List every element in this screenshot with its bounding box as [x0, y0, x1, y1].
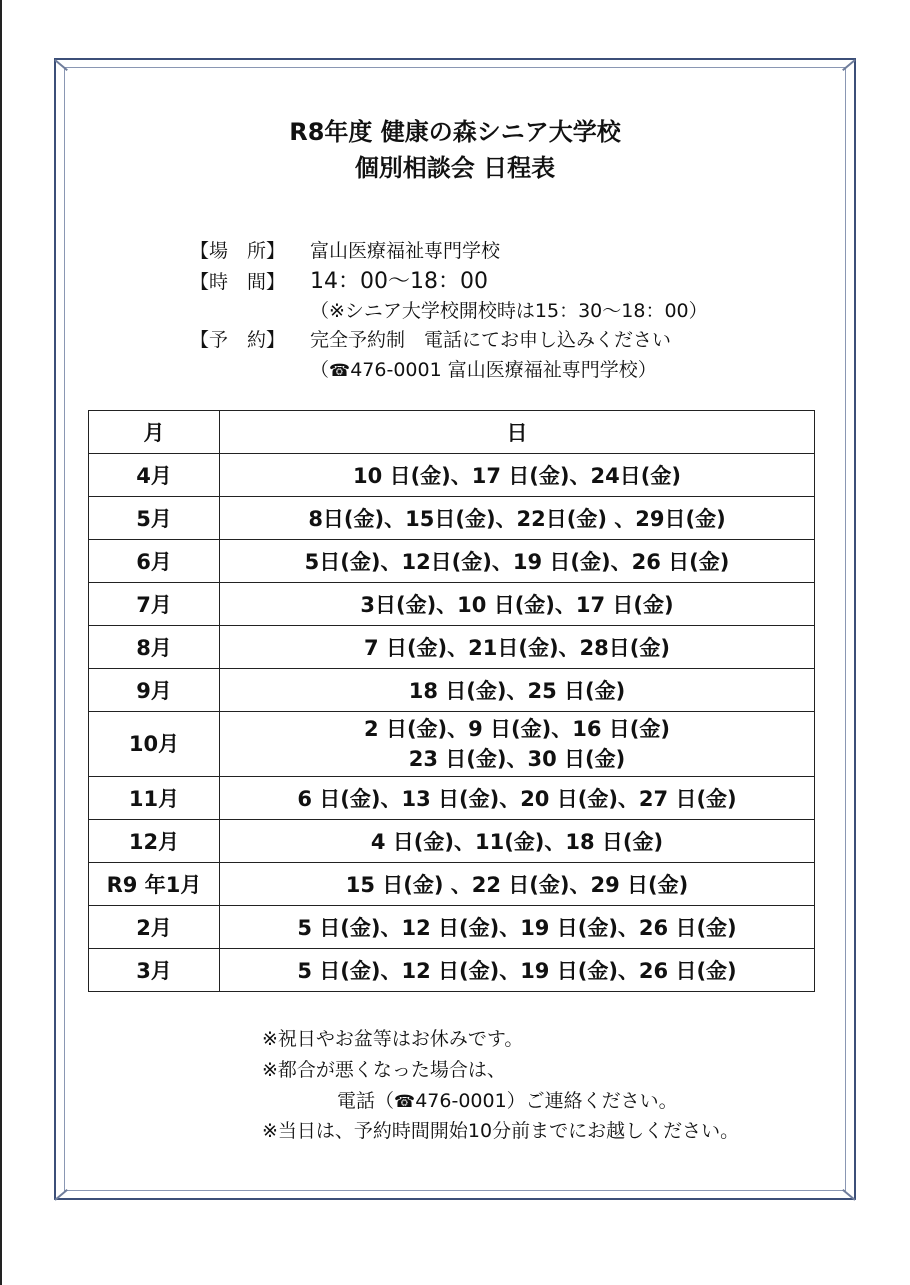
- table-row: [89, 497, 815, 540]
- page-edge-rule: [0, 0, 2, 1285]
- note-holidays: ※祝日やお盆等はお休みです。: [262, 1028, 524, 1050]
- time-value: 14：00～18：00: [310, 269, 488, 294]
- days-line-1: 2 日(金)、9 日(金)、16 日(金): [364, 717, 670, 741]
- note-phone: [337, 1086, 678, 1113]
- time-note: （※シニア大学校開校時は15：30～18：00）: [310, 300, 708, 322]
- place-label: 【場 所】: [190, 240, 286, 262]
- time-label: 【時 間】: [190, 271, 286, 293]
- days-cell: 5 日(金)、12 日(金)、19 日(金)、26 日(金): [220, 906, 815, 949]
- month-cell: R9 年1月: [89, 863, 220, 906]
- title-line-2: 個別相談会 日程表: [354, 154, 556, 182]
- table-row: [89, 540, 815, 583]
- days-cell: 5日(金)、12日(金)、19 日(金)、26 日(金): [220, 540, 815, 583]
- month-cell: 11月: [89, 777, 220, 820]
- header-day: 日: [220, 411, 815, 454]
- header-month: 月: [89, 411, 220, 454]
- info-time: [190, 264, 488, 295]
- month-cell: 8月: [89, 626, 220, 669]
- month-cell: 12月: [89, 820, 220, 863]
- title-line-1: R8年度 健康の森シニア大学校: [289, 118, 621, 146]
- month-cell: 7月: [89, 583, 220, 626]
- table-row: [89, 863, 815, 906]
- table-row: [89, 777, 815, 820]
- days-cell: 15 日(金) 、22 日(金)、29 日(金): [220, 863, 815, 906]
- days-line-2: 23 日(金)、30 日(金): [408, 747, 626, 771]
- month-cell: 3月: [89, 949, 220, 992]
- month-cell: 2月: [89, 906, 220, 949]
- days-cell: 4 日(金)、11(金)、18 日(金): [220, 820, 815, 863]
- note-arrival: ※当日は、予約時間開始10分前までにお越しください。: [262, 1120, 740, 1142]
- table-row: [89, 949, 815, 992]
- days-cell: 18 日(金)、25 日(金): [220, 669, 815, 712]
- note-cancel: ※都合が悪くなった場合は、: [262, 1059, 506, 1081]
- table-row: [89, 712, 815, 777]
- table-header-row: [89, 411, 815, 454]
- table-row: [89, 583, 815, 626]
- days-cell: 10 日(金)、17 日(金)、24日(金): [220, 454, 815, 497]
- place-value: 富山医療福祉専門学校: [310, 240, 501, 262]
- reserve-contact: [310, 355, 657, 382]
- phone-icon: ☎: [394, 1092, 416, 1112]
- reserve-label: 【予 約】: [190, 329, 286, 351]
- table-row: [89, 820, 815, 863]
- month-cell: 5月: [89, 497, 220, 540]
- phone-icon: ☎: [329, 361, 351, 381]
- info-place: [190, 236, 500, 263]
- days-cell: 6 日(金)、13 日(金)、20 日(金)、27 日(金): [220, 777, 815, 820]
- note-phone-suffix: 476-0001）ご連絡ください。: [415, 1090, 678, 1112]
- table-row: [89, 626, 815, 669]
- info-reserve: [190, 325, 671, 352]
- days-cell: [220, 712, 815, 777]
- days-cell: 7 日(金)、21日(金)、28日(金): [220, 626, 815, 669]
- reserve-contact-text: 476-0001 富山医療福祉専門学校）: [350, 359, 657, 381]
- table-row: [89, 906, 815, 949]
- month-cell: 10月: [89, 712, 220, 777]
- month-cell: 4月: [89, 454, 220, 497]
- note-phone-prefix: 電話（: [337, 1090, 395, 1112]
- table-row: [89, 669, 815, 712]
- days-cell: 5 日(金)、12 日(金)、19 日(金)、26 日(金): [220, 949, 815, 992]
- schedule-table: [88, 410, 815, 992]
- days-cell: 3日(金)、10 日(金)、17 日(金): [220, 583, 815, 626]
- reserve-value: 完全予約制 電話にてお申し込みください: [310, 329, 672, 351]
- month-cell: 9月: [89, 669, 220, 712]
- reserve-contact-open: （: [310, 359, 330, 381]
- table-row: [89, 454, 815, 497]
- days-cell: 8日(金)、15日(金)、22日(金) 、29日(金): [220, 497, 815, 540]
- month-cell: 6月: [89, 540, 220, 583]
